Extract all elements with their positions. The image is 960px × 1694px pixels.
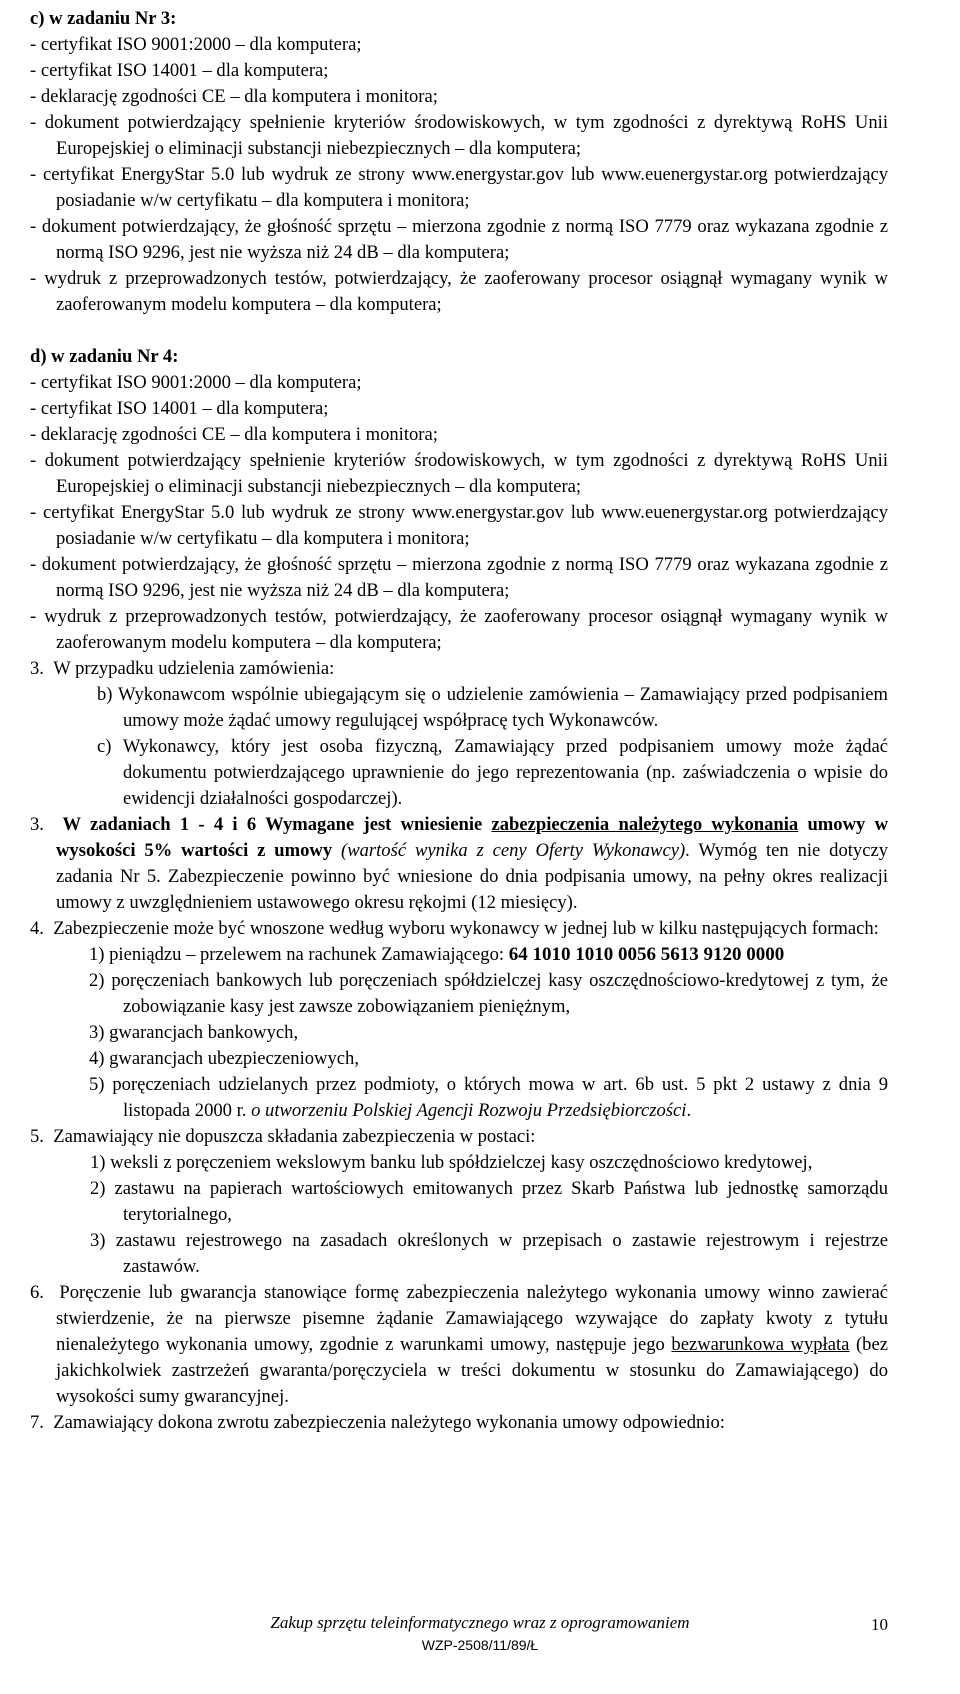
item-3-security — [30, 812, 888, 916]
section-d-item: - dokument potwierdzający spełnienie kryteriów środowiskowych, w tym zgodności z dyrektywą RoHS Unii Europejskiej o eliminacji substancji niebezpiecznych – dla komputera; — [30, 450, 888, 497]
item-5-sub-1: 1) weksli z poręczeniem wekslowym banku lub spółdzielczej kasy oszczędnościowo kredytowej, — [90, 1152, 813, 1173]
item-text: Zamawiający nie dopuszcza składania zabezpieczenia w postaci: — [53, 1126, 536, 1147]
item-number: 3. — [30, 814, 44, 835]
item-text: (bez jakichkolwiek zastrzeżeń gwaranta/poręczyciela w treści dokumentu w stosunku do Zamawiającego) do wysokości sumy gwarancyjnej. — [56, 1334, 888, 1407]
spacer — [30, 318, 888, 344]
item-number: 5. — [30, 1126, 44, 1147]
item-4-sub-2: 2) poręczeniach bankowych lub poręczeniach spółdzielczej kasy oszczędnościowo-kredytowej z tym, że zobowiązanie kasy jest zawsze zobowiązaniem pieniężnym, — [89, 970, 888, 1017]
item-7 — [30, 1410, 888, 1436]
underlined-text: bezwarunkowa wypłata — [671, 1334, 850, 1355]
italic-text: o utworzeniu Polskiej Agencji Rozwoju Przedsiębiorczości — [251, 1100, 687, 1121]
item-4-sub-5 — [30, 1072, 888, 1124]
item-number: 7. — [30, 1412, 44, 1433]
bold-text: W zadaniach 1 - 4 i 6 Wymagane jest wniesienie — [62, 814, 492, 835]
italic-text: (wartość wynika z ceny Oferty Wykonawcy) — [341, 840, 686, 861]
section-d-item: - deklarację zgodności CE – dla komputera i monitora; — [30, 424, 438, 445]
item-text: Poręczenie lub gwarancja stanowiące formę zabezpieczenia należytego wykonania umowy winno zawierać stwierdzenie, że na pierwsze pisemne żądanie Zamawiającego wzywające do zapłaty kwoty z tytułu nienależytego wykonania umowy, zgodnie z warunkami umowy, następuje jego — [56, 1282, 888, 1355]
section-c-item: - certyfikat ISO 14001 – dla komputera; — [30, 60, 329, 81]
item-number: 6. — [30, 1282, 44, 1303]
section-c-item: - certyfikat ISO 9001:2000 – dla komputera; — [30, 34, 362, 55]
item-text: 1) pieniądzu – przelewem na rachunek Zamawiającego: — [89, 944, 509, 965]
bank-account-number: 64 1010 1010 0056 5613 9120 0000 — [508, 944, 785, 965]
item-text: . Wymóg ten nie dotyczy zadania Nr 5. Zabezpieczenie powinno być wniesione do dnia podpisania umowy, na pełny okres realizacji umowy z uwzględnieniem ustawowego okresu rękojmi (12 miesięcy). — [56, 840, 889, 913]
section-d-item: - certyfikat EnergyStar 5.0 lub wydruk ze strony www.energystar.gov lub www.euenergystar.org potwierdzający posiadanie w/w certyfikatu – dla komputera i monitora; — [30, 502, 888, 549]
item-text: 5) poręczeniach udzielanych przez podmioty, o których mowa w art. 6b ust. 5 pkt 2 ustawy z dnia 9 listopada 2000 r. — [89, 1074, 888, 1121]
item-4-sub-1 — [30, 942, 888, 968]
item-5-sub-3: 3) zastawu rejestrowego na zasadach określonych w przepisach o zastawie rejestrowym i rejestrze zastawów. — [90, 1230, 888, 1277]
item-3-sub-c: c) Wykonawcy, który jest osoba fizyczną, Zamawiający przed podpisaniem umowy może żądać dokumentu potwierdzającego uprawnienie do jego reprezentowania (np. zaświadczenia o wpisie do ewidencji działalności gospodarczej). — [97, 736, 888, 809]
item-4 — [30, 916, 888, 942]
item-5 — [30, 1124, 888, 1150]
section-d-item: - dokument potwierdzający, że głośność sprzętu – mierzona zgodnie z normą ISO 7779 oraz wykazana zgodnie z normą ISO 9296, jest nie wyższa niż 24 dB – dla komputera; — [30, 554, 888, 601]
section-c-item: - deklarację zgodności CE – dla komputera i monitora; — [30, 86, 438, 107]
section-d-item: - certyfikat ISO 9001:2000 – dla komputera; — [30, 372, 362, 393]
item-5-sub-2: 2) zastawu na papierach wartościowych emitowanych przez Skarb Państwa lub jednostkę samorządu terytorialnego, — [90, 1178, 888, 1225]
section-d-heading: d) w zadaniu Nr 4: — [30, 346, 179, 367]
item-3-sub-b: b) Wykonawcom wspólnie ubiegającym się o udzielenie zamówienia – Zamawiający przed podpisaniem umowy może żądać umowy regulującej współpracę tych Wykonawców. — [97, 684, 888, 731]
section-d-item: - certyfikat ISO 14001 – dla komputera; — [30, 398, 329, 419]
page-footer — [0, 1612, 960, 1656]
item-6 — [30, 1280, 888, 1410]
section-c-heading: c) w zadaniu Nr 3: — [30, 8, 177, 29]
item-number: 3. — [30, 658, 44, 679]
page-number: 10 — [871, 1615, 888, 1634]
bold-underline-text: zabezpieczenia należytego wykonania — [491, 814, 799, 835]
item-text: Zabezpieczenie może być wnoszone według wyboru wykonawcy w jednej lub w kilku następujących formach: — [53, 918, 879, 939]
bold-text: umowy w wysokości 5% wartości z umowy — [56, 814, 889, 861]
item-number: 4. — [30, 918, 44, 939]
section-c-item: - wydruk z przeprowadzonych testów, potwierdzający, że zaoferowany procesor osiągnął wymagany wynik w zaoferowanym modelu komputera – dla komputera; — [30, 268, 888, 315]
section-d-item: - wydruk z przeprowadzonych testów, potwierdzający, że zaoferowany procesor osiągnął wymagany wynik w zaoferowanym modelu komputera – dla komputera; — [30, 606, 888, 653]
item-4-sub-3: 3) gwarancjach bankowych, — [89, 1022, 299, 1043]
item-3-award — [30, 656, 888, 682]
item-text: Zamawiający dokona zwrotu zabezpieczenia należytego wykonania umowy odpowiednio: — [53, 1412, 725, 1433]
item-4-sub-4: 4) gwarancjach ubezpieczeniowych, — [89, 1048, 359, 1069]
item-text: W przypadku udzielenia zamówienia: — [53, 658, 335, 679]
section-c-item: - dokument potwierdzający, że głośność sprzętu – mierzona zgodnie z normą ISO 7779 oraz wykazana zgodnie z normą ISO 9296, jest nie wyższa niż 24 dB – dla komputera; — [30, 216, 888, 263]
section-c-item: - dokument potwierdzający spełnienie kryteriów środowiskowych, w tym zgodności z dyrektywą RoHS Unii Europejskiej o eliminacji substancji niebezpiecznych – dla komputera; — [30, 112, 888, 159]
item-text: . — [686, 1100, 692, 1121]
footer-title: Zakup sprzętu teleinformatycznego wraz z oprogramowaniem — [270, 1613, 690, 1632]
section-c-item: - certyfikat EnergyStar 5.0 lub wydruk ze strony www.energystar.gov lub www.euenergystar.org potwierdzający posiadanie w/w certyfikatu – dla komputera i monitora; — [30, 164, 888, 211]
footer-reference: WZP-2508/11/89/Ł — [421, 1637, 539, 1653]
